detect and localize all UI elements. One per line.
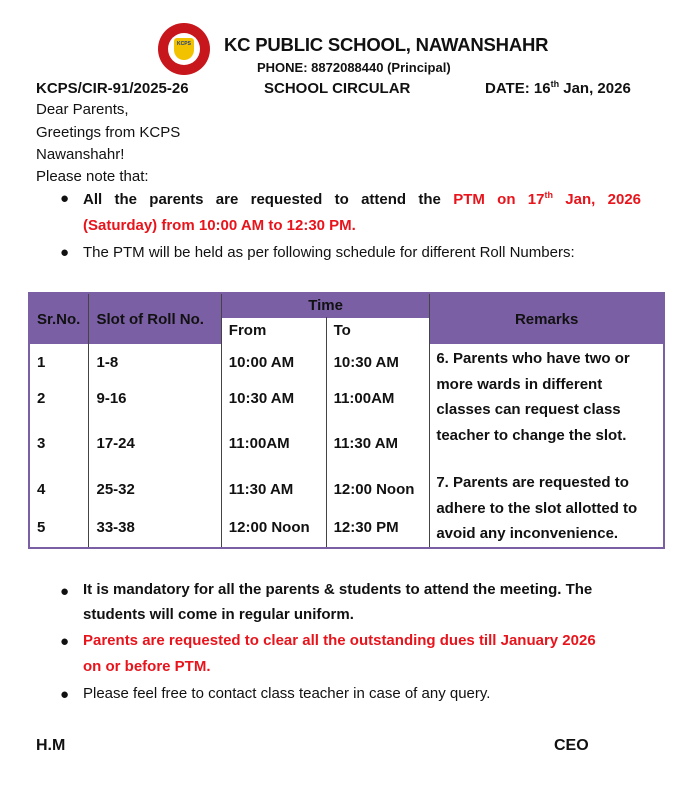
cell-slot: 17-24 — [89, 416, 221, 470]
bullet-ptm-red: PTM on 17 — [453, 191, 545, 208]
cell-from: 11:00AM — [221, 416, 326, 470]
ptm-schedule-table — [28, 292, 665, 549]
cell-remarks-7: 7. Parents are requested to adhere to the slot allotted to avoid any inconvenience. — [430, 470, 664, 548]
school-logo-icon — [158, 23, 210, 75]
bullet-dues-line2: on or before PTM. — [83, 658, 211, 675]
cell-to: 11:30 AM — [326, 416, 430, 470]
date-suffix: Jan, 2026 — [559, 80, 631, 97]
cell-from: 10:00 AM — [221, 344, 326, 380]
header-time: Time — [221, 293, 430, 317]
bullet-ptm-line1 — [83, 187, 641, 213]
logo-shield-icon: KCPS — [174, 38, 194, 60]
cell-sr: 1 — [29, 344, 89, 380]
bullet-ptm-text: All the parents are requested to attend the — [83, 191, 454, 208]
cell-slot: 1-8 — [89, 344, 221, 380]
cell-sr: 3 — [29, 416, 89, 470]
cell-slot: 25-32 — [89, 470, 221, 509]
header-remarks: Remarks — [430, 293, 664, 344]
header-to: To — [326, 317, 430, 344]
bullet-mandatory-line2: students will come in regular uniform. — [83, 606, 354, 623]
cell-from: 10:30 AM — [221, 380, 326, 416]
bullet-contact: Please feel free to contact class teacher in case of any query. — [83, 685, 491, 702]
bullet-icon: ● — [60, 633, 70, 650]
signature-ceo: CEO — [554, 737, 589, 754]
cell-from: 11:30 AM — [221, 470, 326, 509]
header-slot: Slot of Roll No. — [89, 293, 221, 344]
cell-to: 12:00 Noon — [326, 470, 430, 509]
cell-from: 12:00 Noon — [221, 509, 326, 548]
table-row — [29, 470, 664, 509]
header-sr-no: Sr.No. — [29, 293, 89, 344]
circular-date — [485, 80, 631, 97]
header-from: From — [221, 317, 326, 344]
cell-to: 10:30 AM — [326, 344, 430, 380]
bullet-schedule: The PTM will be held as per following schedule for different Roll Numbers: — [83, 244, 575, 261]
bullet-ptm-red-b: Jan, 2026 — [553, 191, 642, 208]
bullet-icon: ● — [60, 190, 70, 207]
greeting-line: Nawanshahr! — [36, 146, 125, 163]
greeting-line: Greetings from KCPS — [36, 124, 181, 141]
date-sup: th — [550, 79, 560, 89]
school-name: KC PUBLIC SCHOOL, NAWANSHAHR — [224, 34, 549, 55]
cell-slot: 9-16 — [89, 380, 221, 416]
cell-remarks-6: 6. Parents who have two or more wards in different classes can request class teacher to change the slot. — [430, 344, 664, 470]
logo-inner-ring — [168, 33, 200, 65]
cell-sr: 5 — [29, 509, 89, 548]
date-prefix: DATE: 16 — [485, 80, 551, 97]
circular-title: SCHOOL CIRCULAR — [264, 80, 411, 97]
cell-sr: 4 — [29, 470, 89, 509]
school-phone: PHONE: 8872088440 (Principal) — [257, 60, 451, 75]
greeting-line: Dear Parents, — [36, 101, 129, 118]
greeting-line: Please note that: — [36, 168, 149, 185]
bullet-icon: ● — [60, 244, 70, 261]
bullet-ptm-sup: th — [544, 190, 553, 200]
cell-to: 12:30 PM — [326, 509, 430, 548]
bullet-ptm-line2: (Saturday) from 10:00 AM to 12:30 PM. — [83, 217, 356, 234]
bullet-mandatory-line1: It is mandatory for all the parents & students to attend the meeting. The — [83, 581, 593, 598]
table-row — [29, 344, 664, 380]
signature-hm: H.M — [36, 737, 66, 754]
bullet-dues-line1: Parents are requested to clear all the outstanding dues till January 2026 — [83, 632, 596, 649]
cell-sr: 2 — [29, 380, 89, 416]
circular-reference: KCPS/CIR-91/2025-26 — [36, 80, 189, 97]
cell-to: 11:00AM — [326, 380, 430, 416]
cell-slot: 33-38 — [89, 509, 221, 548]
bullet-icon: ● — [60, 583, 70, 600]
bullet-icon: ● — [60, 686, 70, 703]
